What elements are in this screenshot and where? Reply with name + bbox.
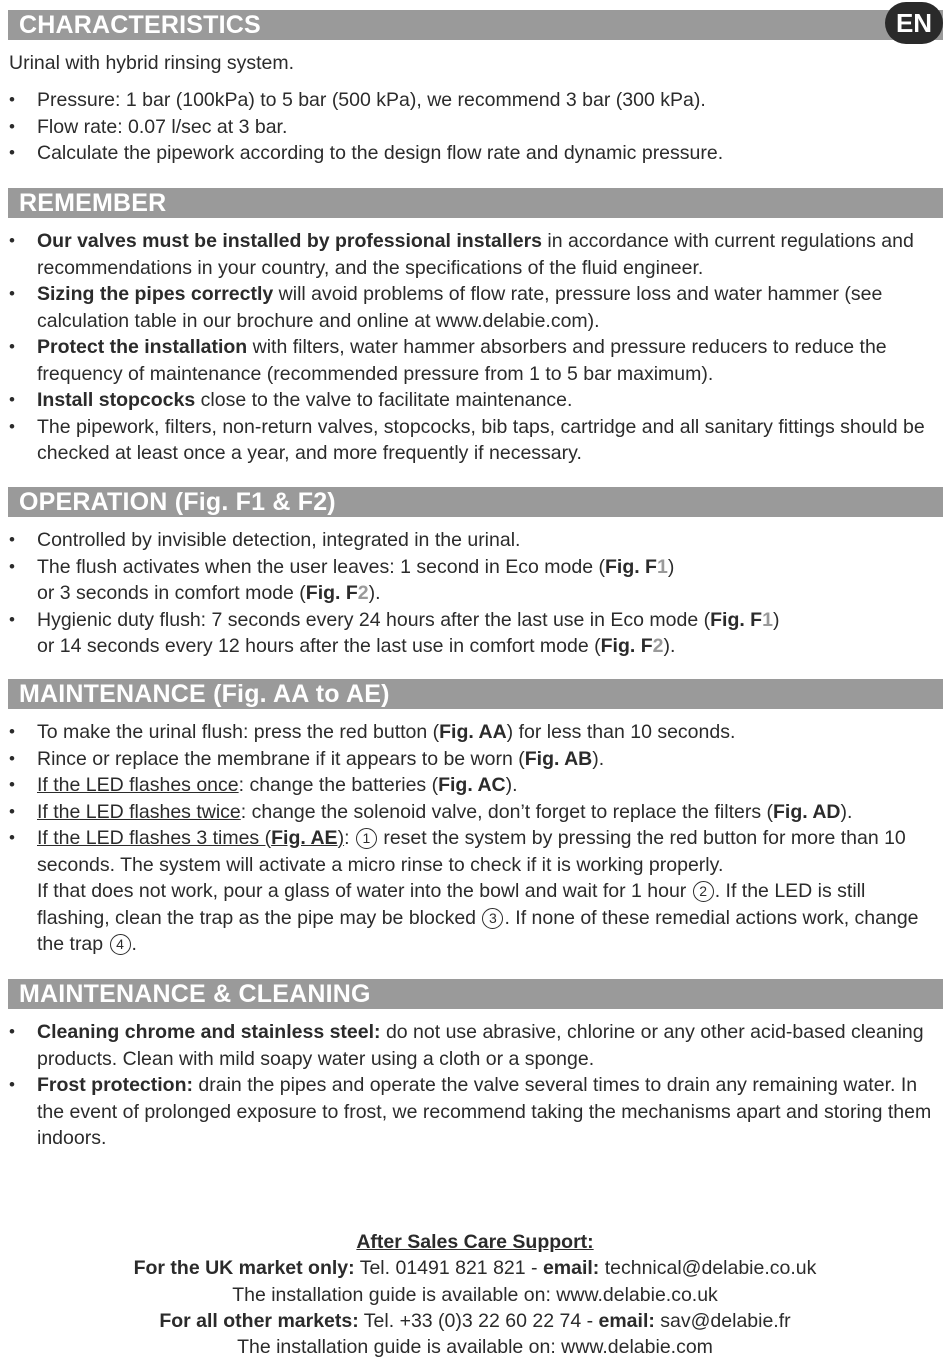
list-item: • Install stopcocks close to the valve to facilitate maintenance. [0, 387, 935, 414]
list-item: • Calculate the pipework according to the design flow rate and dynamic pressure. [0, 140, 935, 167]
step-3-marker: 3 [482, 908, 503, 929]
list-item: • Rince or replace the membrane if it appears to be worn (Fig. AB). [0, 746, 935, 773]
list-item: • Flow rate: 0.07 l/sec at 3 bar. [0, 114, 935, 141]
step-4-marker: 4 [110, 934, 131, 955]
characteristics-list [0, 87, 935, 167]
other-guide-line: The installation guide is available on: www.delabie.com [237, 1336, 713, 1359]
footer-title: After Sales Care Support: [356, 1231, 594, 1253]
maintenance-list [0, 719, 935, 958]
list-item: • If the LED flashes 3 times (Fig. AE): 1 reset the system by pressing the red button for more than 10 seconds. The system will activate a micro rinse to check if it is working properly. If that does not work, pour a glass of water into the bowl and wait for 1 hour 2 . If the LED is still flashing, clean the trap as the pipe may be blocked 3 . If none of these remedial actions work, change the trap 4 . [0, 825, 935, 958]
list-item: • If the LED flashes once: change the batteries (Fig. AC). [0, 772, 935, 799]
step-1-marker: 1 [356, 828, 377, 849]
operation-list [0, 527, 935, 660]
characteristics-intro: Urinal with hybrid rinsing system. [9, 52, 295, 74]
cleaning-list [0, 1019, 935, 1152]
after-sales-footer [0, 1229, 950, 1360]
list-item: • Frost protection: drain the pipes and operate the valve several times to drain any remaining water. In the event of prolonged exposure to frost, we recommend taking the mechanisms apart and storing them indoors. [0, 1072, 935, 1152]
list-item: • Controlled by invisible detection, integrated in the urinal. [0, 527, 935, 554]
other-contact-line: For all other markets: Tel. +33 (0)3 22 60 22 74 - email: sav@delabie.fr [159, 1309, 791, 1332]
language-badge: EN [885, 2, 943, 44]
list-item: • To make the urinal flush: press the red button (Fig. AA) for less than 10 seconds. [0, 719, 935, 746]
section-header-operation: OPERATION (Fig. F1 & F2) [8, 487, 943, 517]
list-item: • The flush activates when the user leaves: 1 second in Eco mode (Fig. F1) or 3 seconds in comfort mode (Fig. F2). [0, 554, 935, 607]
uk-contact-line: For the UK market only: Tel. 01491 821 821 - email: technical@delabie.co.uk [133, 1257, 817, 1280]
section-header-maintenance: MAINTENANCE (Fig. AA to AE) [8, 679, 943, 709]
uk-guide-line: The installation guide is available on: www.delabie.co.uk [232, 1283, 718, 1306]
list-item: • Cleaning chrome and stainless steel: do not use abrasive, chlorine or any other acid-based cleaning products. Clean with mild soapy water using a cloth or a sponge. [0, 1019, 935, 1072]
list-item: • Our valves must be installed by professional installers in accordance with current regulations and recommendations in your country, and the specifications of the fluid engineer. [0, 228, 935, 281]
section-header-cleaning: MAINTENANCE & CLEANING [8, 979, 943, 1009]
list-item: • The pipework, filters, non-return valves, stopcocks, bib taps, cartridge and all sanitary fittings should be checked at least once a year, and more frequently if necessary. [0, 414, 935, 467]
section-header-remember: REMEMBER [8, 188, 943, 218]
list-item: • If the LED flashes twice: change the solenoid valve, don’t forget to replace the filters (Fig. AD). [0, 799, 935, 826]
list-item: • Sizing the pipes correctly will avoid problems of flow rate, pressure loss and water hammer (see calculation table in our brochure and online at www.delabie.com). [0, 281, 935, 334]
section-header-characteristics: CHARACTERISTICS [8, 10, 943, 40]
list-item: • Hygienic duty flush: 7 seconds every 24 hours after the last use in Eco mode (Fig. F1) or 14 seconds every 12 hours after the last use in comfort mode (Fig. F2). [0, 607, 935, 660]
step-2-marker: 2 [693, 881, 714, 902]
list-item: • Protect the installation with filters, water hammer absorbers and pressure reducers to reduce the frequency of maintenance (recommended pressure from 1 to 5 bar maximum). [0, 334, 935, 387]
remember-list [0, 228, 935, 467]
list-item: • Pressure: 1 bar (100kPa) to 5 bar (500 kPa), we recommend 3 bar (300 kPa). [0, 87, 935, 114]
